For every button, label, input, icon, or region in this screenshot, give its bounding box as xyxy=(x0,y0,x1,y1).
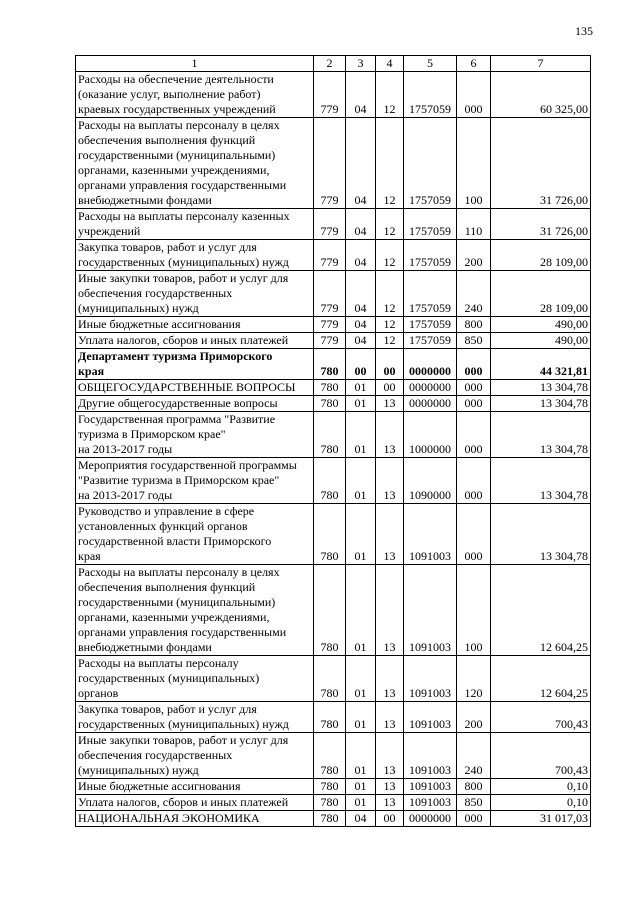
header-col-4: 4 xyxy=(376,56,404,72)
budget-table xyxy=(75,55,591,827)
row-amount: 13 304,78 xyxy=(491,380,591,396)
code-section: 01 xyxy=(346,733,376,779)
header-col-1: 1 xyxy=(76,56,314,72)
table-row xyxy=(76,811,591,827)
code-expense-type: 000 xyxy=(457,504,491,565)
code-section: 00 xyxy=(346,349,376,380)
table-row xyxy=(76,271,591,317)
code-expense-type: 000 xyxy=(457,72,491,118)
row-amount: 13 304,78 xyxy=(491,458,591,504)
table-row xyxy=(76,565,591,656)
row-amount: 0,10 xyxy=(491,795,591,811)
row-name: Иные бюджетные ассигнования xyxy=(76,779,314,795)
code-target: 1091003 xyxy=(404,565,457,656)
row-amount: 13 304,78 xyxy=(491,396,591,412)
code-section: 04 xyxy=(346,271,376,317)
header-row xyxy=(76,56,591,72)
row-name: Закупка товаров, работ и услуг для государственных (муниципальных) нужд xyxy=(76,702,314,733)
code-section: 01 xyxy=(346,565,376,656)
code-target: 1757059 xyxy=(404,118,457,209)
code-ministry: 780 xyxy=(314,656,346,702)
code-subsection: 12 xyxy=(376,333,404,349)
header-col-3: 3 xyxy=(346,56,376,72)
row-name: Расходы на выплаты персоналу казенных учреждений xyxy=(76,209,314,240)
row-amount: 700,43 xyxy=(491,733,591,779)
code-expense-type: 850 xyxy=(457,795,491,811)
row-name: Иные бюджетные ассигнования xyxy=(76,317,314,333)
code-expense-type: 000 xyxy=(457,458,491,504)
header-col-7: 7 xyxy=(491,56,591,72)
code-expense-type: 000 xyxy=(457,396,491,412)
code-ministry: 780 xyxy=(314,412,346,458)
header-col-6: 6 xyxy=(457,56,491,72)
code-expense-type: 850 xyxy=(457,333,491,349)
code-expense-type: 000 xyxy=(457,811,491,827)
code-subsection: 13 xyxy=(376,779,404,795)
code-ministry: 780 xyxy=(314,396,346,412)
table-row xyxy=(76,656,591,702)
code-ministry: 779 xyxy=(314,317,346,333)
row-name: Расходы на выплаты персоналу в целях обеспечения выполнения функций государственными (муниципальными) органами, казенными учреждениями, органами управления государственными внебюджетными фондами xyxy=(76,118,314,209)
code-subsection: 12 xyxy=(376,271,404,317)
code-section: 01 xyxy=(346,656,376,702)
code-section: 01 xyxy=(346,380,376,396)
code-expense-type: 800 xyxy=(457,317,491,333)
code-section: 04 xyxy=(346,811,376,827)
row-amount: 700,43 xyxy=(491,702,591,733)
table-row xyxy=(76,118,591,209)
code-subsection: 00 xyxy=(376,380,404,396)
row-name: Расходы на обеспечение деятельности (оказание услуг, выполнение работ) краевых государственных учреждений xyxy=(76,72,314,118)
code-ministry: 780 xyxy=(314,380,346,396)
code-target: 1757059 xyxy=(404,240,457,271)
code-expense-type: 120 xyxy=(457,656,491,702)
code-target: 1757059 xyxy=(404,333,457,349)
table-row xyxy=(76,349,591,380)
row-name: Уплата налогов, сборов и иных платежей xyxy=(76,795,314,811)
code-section: 04 xyxy=(346,72,376,118)
code-target: 0000000 xyxy=(404,380,457,396)
code-expense-type: 000 xyxy=(457,412,491,458)
code-subsection: 12 xyxy=(376,240,404,271)
code-subsection: 13 xyxy=(376,733,404,779)
code-target: 1757059 xyxy=(404,317,457,333)
code-target: 1757059 xyxy=(404,72,457,118)
table-row xyxy=(76,795,591,811)
code-ministry: 780 xyxy=(314,565,346,656)
row-name: Расходы на выплаты персоналу в целях обеспечения выполнения функций государственными (муниципальными) органами, казенными учреждениями, органами управления государственными внебюджетными фондами xyxy=(76,565,314,656)
code-ministry: 780 xyxy=(314,795,346,811)
table-row xyxy=(76,779,591,795)
code-target: 0000000 xyxy=(404,349,457,380)
code-ministry: 780 xyxy=(314,349,346,380)
code-target: 1091003 xyxy=(404,795,457,811)
row-name: Уплата налогов, сборов и иных платежей xyxy=(76,333,314,349)
row-amount: 12 604,25 xyxy=(491,656,591,702)
row-amount: 0,10 xyxy=(491,779,591,795)
table-row xyxy=(76,72,591,118)
row-name: Расходы на выплаты персоналу государственных (муниципальных) органов xyxy=(76,656,314,702)
code-expense-type: 200 xyxy=(457,240,491,271)
table-row xyxy=(76,333,591,349)
code-expense-type: 240 xyxy=(457,733,491,779)
header-col-5: 5 xyxy=(404,56,457,72)
row-amount: 31 726,00 xyxy=(491,209,591,240)
code-target: 1091003 xyxy=(404,656,457,702)
row-amount: 490,00 xyxy=(491,333,591,349)
code-subsection: 13 xyxy=(376,795,404,811)
code-subsection: 13 xyxy=(376,565,404,656)
row-amount: 13 304,78 xyxy=(491,412,591,458)
row-amount: 28 109,00 xyxy=(491,271,591,317)
code-section: 04 xyxy=(346,317,376,333)
code-subsection: 00 xyxy=(376,811,404,827)
code-section: 01 xyxy=(346,702,376,733)
code-ministry: 779 xyxy=(314,271,346,317)
code-subsection: 12 xyxy=(376,72,404,118)
code-expense-type: 110 xyxy=(457,209,491,240)
code-section: 04 xyxy=(346,333,376,349)
code-expense-type: 000 xyxy=(457,349,491,380)
code-ministry: 779 xyxy=(314,240,346,271)
code-subsection: 13 xyxy=(376,702,404,733)
code-section: 01 xyxy=(346,458,376,504)
table-row xyxy=(76,209,591,240)
code-ministry: 780 xyxy=(314,504,346,565)
row-amount: 13 304,78 xyxy=(491,504,591,565)
code-ministry: 779 xyxy=(314,72,346,118)
row-name: НАЦИОНАЛЬНАЯ ЭКОНОМИКА xyxy=(76,811,314,827)
code-section: 01 xyxy=(346,779,376,795)
row-name: Другие общегосударственные вопросы xyxy=(76,396,314,412)
row-amount: 28 109,00 xyxy=(491,240,591,271)
table-row xyxy=(76,458,591,504)
table-row xyxy=(76,702,591,733)
row-name: Руководство и управление в сфере установленных функций органов государственной власти Приморского края xyxy=(76,504,314,565)
code-section: 04 xyxy=(346,118,376,209)
code-subsection: 13 xyxy=(376,412,404,458)
row-name: Иные закупки товаров, работ и услуг для обеспечения государственных (муниципальных) нужд xyxy=(76,271,314,317)
row-amount: 60 325,00 xyxy=(491,72,591,118)
code-subsection: 13 xyxy=(376,458,404,504)
row-name: Закупка товаров, работ и услуг для государственных (муниципальных) нужд xyxy=(76,240,314,271)
code-expense-type: 200 xyxy=(457,702,491,733)
header-col-2: 2 xyxy=(314,56,346,72)
row-amount: 31 726,00 xyxy=(491,118,591,209)
code-expense-type: 240 xyxy=(457,271,491,317)
code-target: 1757059 xyxy=(404,271,457,317)
code-subsection: 13 xyxy=(376,504,404,565)
table-row xyxy=(76,240,591,271)
code-ministry: 780 xyxy=(314,733,346,779)
code-section: 01 xyxy=(346,504,376,565)
row-amount: 44 321,81 xyxy=(491,349,591,380)
code-expense-type: 100 xyxy=(457,565,491,656)
table-row xyxy=(76,412,591,458)
code-ministry: 779 xyxy=(314,118,346,209)
row-name: Мероприятия государственной программы "Развитие туризма в Приморском крае" на 2013-2017 годы xyxy=(76,458,314,504)
row-name: Государственная программа "Развитие туризма в Приморском крае" на 2013-2017 годы xyxy=(76,412,314,458)
code-target: 1091003 xyxy=(404,504,457,565)
code-section: 01 xyxy=(346,795,376,811)
row-name: ОБЩЕГОСУДАРСТВЕННЫЕ ВОПРОСЫ xyxy=(76,380,314,396)
code-ministry: 780 xyxy=(314,779,346,795)
code-expense-type: 800 xyxy=(457,779,491,795)
page-number: 135 xyxy=(575,24,593,38)
table-row xyxy=(76,317,591,333)
code-expense-type: 000 xyxy=(457,380,491,396)
code-section: 01 xyxy=(346,396,376,412)
code-subsection: 12 xyxy=(376,317,404,333)
code-subsection: 13 xyxy=(376,656,404,702)
code-target: 1091003 xyxy=(404,733,457,779)
code-expense-type: 100 xyxy=(457,118,491,209)
table-row xyxy=(76,504,591,565)
code-section: 04 xyxy=(346,240,376,271)
row-amount: 12 604,25 xyxy=(491,565,591,656)
table-row xyxy=(76,380,591,396)
row-amount: 31 017,03 xyxy=(491,811,591,827)
code-ministry: 779 xyxy=(314,209,346,240)
code-subsection: 00 xyxy=(376,349,404,380)
code-target: 1091003 xyxy=(404,779,457,795)
code-target: 1090000 xyxy=(404,458,457,504)
code-target: 1757059 xyxy=(404,209,457,240)
code-target: 0000000 xyxy=(404,811,457,827)
code-section: 04 xyxy=(346,209,376,240)
code-target: 1000000 xyxy=(404,412,457,458)
code-target: 1091003 xyxy=(404,702,457,733)
code-ministry: 779 xyxy=(314,333,346,349)
code-section: 01 xyxy=(346,412,376,458)
code-ministry: 780 xyxy=(314,702,346,733)
code-ministry: 780 xyxy=(314,811,346,827)
row-name: Иные закупки товаров, работ и услуг для обеспечения государственных (муниципальных) нужд xyxy=(76,733,314,779)
code-subsection: 12 xyxy=(376,209,404,240)
row-amount: 490,00 xyxy=(491,317,591,333)
table-row xyxy=(76,396,591,412)
code-subsection: 12 xyxy=(376,118,404,209)
code-target: 0000000 xyxy=(404,396,457,412)
code-subsection: 13 xyxy=(376,396,404,412)
table-row xyxy=(76,733,591,779)
row-name: Департамент туризма Приморского края xyxy=(76,349,314,380)
code-ministry: 780 xyxy=(314,458,346,504)
